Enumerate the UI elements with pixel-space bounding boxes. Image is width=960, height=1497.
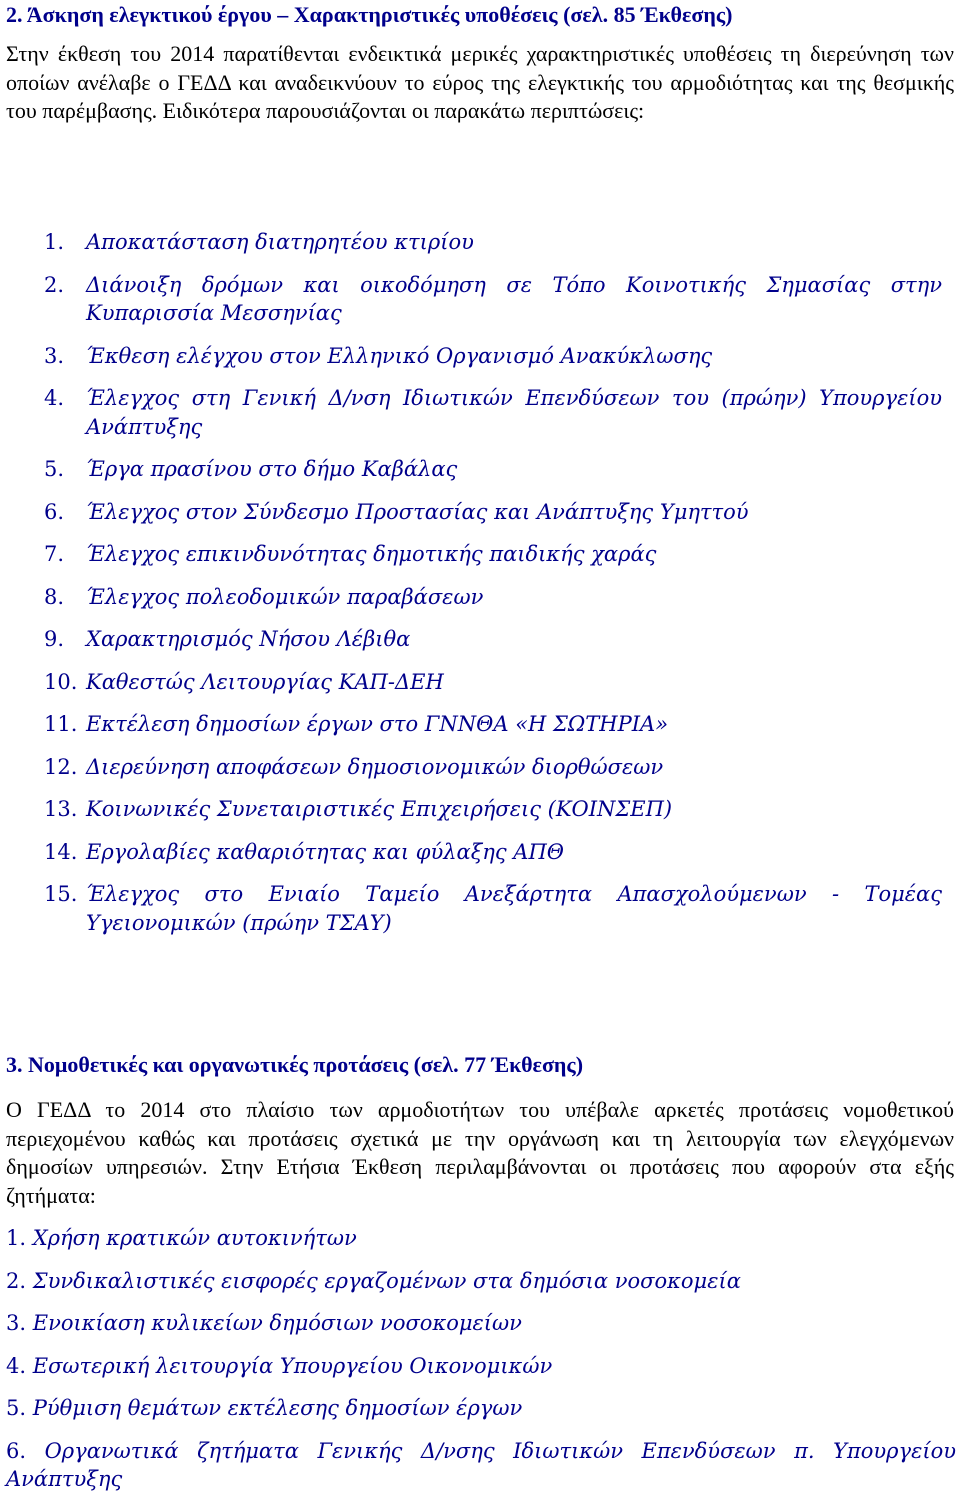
item-number: 11.	[44, 712, 78, 736]
item-text: Έλεγχος στο Ενιαίο Ταμείο Ανεξάρτητα Απασχολούμενων - Τομέας Υγειονομικών (πρώην ΤΣΑΥ)	[86, 882, 942, 935]
list-item	[44, 455, 942, 484]
list-item	[44, 838, 942, 867]
item-text: Ενοικίαση κυλικείων δημόσιων νοσοκομείων	[32, 1311, 522, 1335]
item-text: Διάνοιξη δρόμων και οικοδόμηση σε Τόπο Κοινοτικής Σημασίας στην Κυπαρισσία Μεσσηνίας	[86, 272, 942, 325]
item-number: 1.	[44, 230, 65, 254]
item-number: 2.	[6, 1268, 27, 1293]
item-text: Χαρακτηρισμός Νήσου Λέβιθα	[86, 627, 411, 651]
list-item	[44, 271, 942, 328]
proposals-list	[6, 1224, 956, 1494]
item-number: 13.	[44, 797, 78, 821]
item-text: Έλεγχος στη Γενική Δ/νση Ιδιωτικών Επενδύσεων του (πρώην) Υπουργείου Ανάπτυξης	[86, 386, 942, 439]
list-item	[44, 668, 942, 697]
item-number: 3.	[6, 1311, 27, 1335]
list-item	[44, 498, 942, 527]
section-3-paragraph: Ο ΓΕΔΔ το 2014 στο πλαίσιο των αρμοδιοτήτων του υπέβαλε αρκετές προτάσεις νομοθετικού περιεχομένου καθώς και προτάσεις σχετικά με την οργάνωση και τη λειτουργία των ελεγχόμενων δημοσίων υπηρεσιών. Στην Ετήσια Έκθεση περιλαμβάνονται οι προτάσεις που αφορούν στα εξής ζητήματα:	[6, 1097, 954, 1208]
item-text: Διερεύνηση αποφάσεων δημοσιονομικών διορθώσεων	[86, 754, 664, 779]
item-number: 2.	[44, 272, 65, 297]
item-number: 4.	[6, 1353, 27, 1378]
list-item	[6, 1394, 956, 1423]
item-text: Κοινωνικές Συνεταιριστικές Επιχειρήσεις (ΚΟΙΝΣΕΠ)	[86, 797, 673, 821]
item-number: 5.	[6, 1396, 27, 1420]
list-item	[44, 880, 942, 937]
cases-list	[44, 228, 942, 937]
section-3-heading: 3. Νομοθετικές και οργανωτικές προτάσεις (σελ. 77 Έκθεσης)	[6, 1052, 584, 1077]
item-text: Καθεστώς Λειτουργίας ΚΑΠ-ΔΕΗ	[86, 669, 444, 694]
item-text: Έλεγχος επικινδυνότητας δημοτικής παιδικής χαράς	[86, 542, 657, 566]
item-number: 10.	[44, 669, 78, 694]
item-number: 9.	[44, 627, 65, 651]
list-item	[6, 1437, 956, 1494]
item-text: Έλεγχος πολεοδομικών παραβάσεων	[86, 584, 484, 609]
list-item	[44, 625, 942, 654]
list-item	[44, 384, 942, 441]
item-text: Οργανωτικά ζητήματα Γενικής Δ/νσης Ιδιωτικών Επενδύσεων π. Υπουργείου Ανάπτυξης	[6, 1438, 956, 1491]
item-number: 8.	[44, 584, 65, 609]
item-number: 5.	[44, 457, 65, 481]
list-item	[44, 795, 942, 824]
list-item	[44, 342, 942, 371]
list-item	[6, 1267, 956, 1296]
item-text: Εργολαβίες καθαριότητας και φύλαξης ΑΠΘ	[86, 839, 564, 864]
item-number: 4.	[44, 386, 65, 410]
item-number: 14.	[44, 839, 78, 864]
item-text: Χρήση κρατικών αυτοκινήτων	[32, 1226, 357, 1250]
list-item	[44, 710, 942, 739]
item-text: Εσωτερική λειτουργία Υπουργείου Οικονομικών	[32, 1353, 553, 1378]
list-item	[6, 1309, 956, 1338]
item-number: 6.	[44, 499, 65, 524]
item-text: Αποκατάσταση διατηρητέου κτιρίου	[86, 230, 474, 254]
item-number: 3.	[44, 343, 65, 368]
list-item	[44, 753, 942, 782]
section-2-paragraph: Στην έκθεση του 2014 παρατίθενται ενδεικτικά μερικές χαρακτηριστικές υποθέσεις τη διερεύνηση των οποίων ανέλαβε ο ΓΕΔΔ και αναδεικνύουν το εύρος της ελεγκτικής του αρμοδιότητας και της θεσμικής του παρέμβασης. Ειδικότερα παρουσιάζονται οι παρακάτω περιπτώσεις:	[6, 41, 954, 124]
list-item	[44, 583, 942, 612]
item-number: 7.	[44, 542, 65, 566]
item-text: Έλεγχος στον Σύνδεσμο Προστασίας και Ανάπτυξης Υμηττού	[86, 499, 749, 524]
list-item	[44, 228, 942, 257]
list-item	[44, 540, 942, 569]
item-text: Ρύθμιση θεμάτων εκτέλεσης δημοσίων έργων	[32, 1396, 523, 1420]
list-item	[6, 1224, 956, 1253]
section-2-heading: 2. Άσκηση ελεγκτικού έργου – Χαρακτηριστικές υποθέσεις (σελ. 85 Έκθεσης)	[6, 2, 733, 27]
item-number: 12.	[44, 754, 78, 779]
item-number: 15.	[44, 882, 78, 906]
item-number: 1.	[6, 1226, 27, 1250]
item-number: 6.	[6, 1438, 27, 1463]
item-text: Συνδικαλιστικές εισφορές εργαζομένων στα δημόσια νοσοκομεία	[32, 1268, 741, 1293]
list-item	[6, 1352, 956, 1381]
item-text: Έκθεση ελέγχου στον Ελληνικό Οργανισμό Ανακύκλωσης	[86, 343, 713, 368]
item-text: Εκτέλεση δημοσίων έργων στο ΓΝΝΘΑ «Η ΣΩΤΗΡΙΑ»	[86, 712, 669, 736]
item-text: Έργα πρασίνου στο δήμο Καβάλας	[86, 457, 458, 481]
